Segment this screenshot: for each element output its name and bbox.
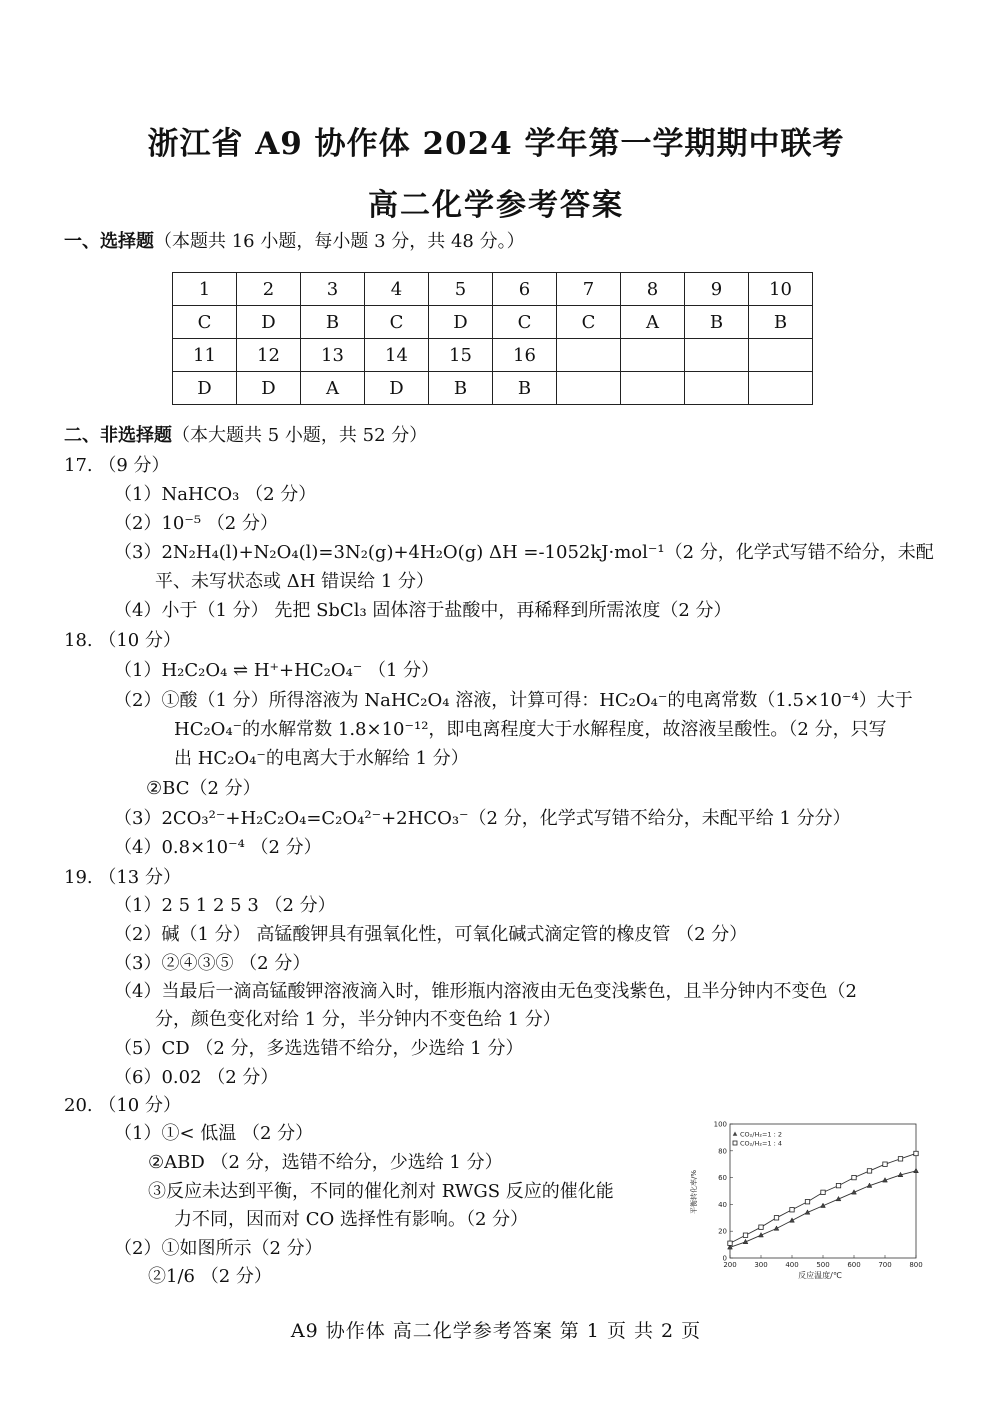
chart-x-tick-label: 600 (847, 1261, 861, 1269)
chart-legend-marker (733, 1141, 737, 1145)
q20-answer-1: （1）①< 低温 （2 分） (114, 1123, 314, 1144)
chart-point (914, 1168, 919, 1172)
table-cell: 3 (301, 273, 365, 306)
chart-y-axis-label: 平衡转化率/% (690, 1169, 698, 1215)
table-cell: D (237, 306, 301, 339)
table-cell: D (365, 372, 429, 405)
q19-answer-5: （5）CD （2 分，多选选错不给分，少选给 1 分） (114, 1038, 524, 1059)
table-cell: 2 (237, 273, 301, 306)
chart-x-tick-label: 300 (754, 1261, 768, 1269)
doc-title: 浙江省 A9 协作体 2024 学年第一学期期中联考 (147, 126, 845, 162)
table-cell (621, 372, 685, 405)
table-cell: A (301, 372, 365, 405)
table-cell: 8 (621, 273, 685, 306)
chart-x-tick-label: 400 (785, 1261, 799, 1269)
conversion-chart (684, 1112, 924, 1284)
table-row (173, 306, 813, 339)
q17-answer-3: （3）2N₂H₄(l)+N₂O₄(l)=3N₂(g)+4H₂O(g) ΔH =-1052kJ·mol⁻¹（2 分，化学式写错不给分，未配 (114, 542, 934, 563)
section1-label: 一、选择题 (64, 231, 154, 252)
q18-answer-1: （1）H₂C₂O₄ ⇌ H⁺+HC₂O₄⁻ （1 分） (114, 660, 440, 681)
q17-answer-2: （2）10⁻⁵ （2 分） (114, 513, 278, 534)
chart-y-tick-label: 20 (718, 1227, 727, 1236)
chart-point (867, 1169, 871, 1173)
chart-x-tick-label: 500 (816, 1261, 830, 1269)
q20-answer-1b: ②ABD （2 分，选错不给分，少选给 1 分） (148, 1152, 503, 1173)
q18-answer-4: （4）0.8×10⁻⁴ （2 分） (114, 837, 322, 858)
table-cell: C (173, 306, 237, 339)
chart-x-tick-label: 700 (878, 1261, 892, 1269)
table-cell (557, 339, 621, 372)
table-cell (557, 372, 621, 405)
chart-point (743, 1233, 747, 1237)
table-cell: 12 (237, 339, 301, 372)
table-cell: C (493, 306, 557, 339)
table-cell: C (365, 306, 429, 339)
q20-heading: 20. （10 分） (64, 1095, 181, 1116)
doc-subtitle: 高二化学参考答案 (368, 188, 624, 223)
table-cell (749, 339, 813, 372)
table-cell: B (429, 372, 493, 405)
q19-answer-4-cont: 分，颜色变化对给 1 分，半分钟内不变色给 1 分） (155, 1009, 561, 1030)
chart-y-tick-label: 100 (713, 1120, 727, 1129)
chart-point (821, 1190, 825, 1194)
chart-point (914, 1151, 918, 1155)
table-cell: 4 (365, 273, 429, 306)
chart-legend-label: CO₂/H₂=1 : 4 (740, 1139, 782, 1148)
chart-series-line (730, 1153, 916, 1243)
chart-legend-label: CO₂/H₂=1 : 2 (740, 1130, 782, 1139)
q19-answer-4: （4）当最后一滴高锰酸钾溶液滴入时，锥形瓶内溶液由无色变浅紫色，且半分钟内不变色（2 (114, 981, 857, 1002)
table-cell: 15 (429, 339, 493, 372)
q19-answer-2: （2）碱（1 分） 高锰酸钾具有强氧化性，可氧化碱式滴定管的橡皮管 （2 分） (114, 924, 748, 945)
table-cell: 1 (173, 273, 237, 306)
table-cell: 10 (749, 273, 813, 306)
chart-y-tick-label: 60 (718, 1174, 727, 1183)
chart-point (898, 1157, 902, 1161)
q20-answer-1c: ③反应未达到平衡，不同的催化剂对 RWGS 反应的催化能 (148, 1181, 614, 1202)
q20-answer-2b: ②1/6 （2 分） (148, 1266, 272, 1287)
q20-answer-1c-cont: 力不同，因而对 CO 选择性有影响。（2 分） (174, 1209, 529, 1230)
q18-answer-2b: ②BC（2 分） (146, 778, 261, 799)
page-footer: A9 协作体 高二化学参考答案 第 1 页 共 2 页 (290, 1320, 702, 1342)
table-cell: 16 (493, 339, 557, 372)
q17-answer-3-cont: 平、未写状态或 ΔH 错误给 1 分） (155, 571, 435, 592)
chart-point (805, 1200, 809, 1204)
chart-series-line (730, 1171, 916, 1247)
table-cell: 7 (557, 273, 621, 306)
table-cell: 13 (301, 339, 365, 372)
table-cell: B (301, 306, 365, 339)
chart-point (836, 1183, 840, 1187)
q19-answer-1: （1）2 5 1 2 5 3 （2 分） (114, 895, 336, 916)
table-cell (685, 372, 749, 405)
q17-heading: 17. （9 分） (64, 455, 170, 476)
q17-answer-4: （4）小于（1 分） 先把 SbCl₃ 固体溶于盐酸中，再稀释到所需浓度（2 分） (114, 600, 732, 621)
q18-answer-3: （3）2CO₃²⁻+H₂C₂O₄=C₂O₄²⁻+2HCO₃⁻（2 分，化学式写错不给分，未配平给 1 分分） (114, 808, 851, 829)
table-row (173, 273, 813, 306)
table-row (173, 372, 813, 405)
chart-legend-marker (733, 1132, 738, 1136)
table-cell: 9 (685, 273, 749, 306)
chart-point (883, 1162, 887, 1166)
table-cell: B (749, 306, 813, 339)
q17-answer-1: （1）NaHCO₃ （2 分） (114, 484, 317, 505)
q19-answer-3: （3）②④③⑤ （2 分） (114, 953, 311, 974)
table-cell (685, 339, 749, 372)
table-cell: 11 (173, 339, 237, 372)
chart-point (774, 1216, 778, 1220)
table-row (173, 339, 813, 372)
table-cell: 5 (429, 273, 493, 306)
chart-x-tick-label: 200 (723, 1261, 737, 1269)
table-cell: 14 (365, 339, 429, 372)
chart-y-tick-label: 80 (718, 1147, 727, 1156)
chart-x-tick-label: 800 (909, 1261, 923, 1269)
table-cell: C (557, 306, 621, 339)
q18-answer-2: （2）①酸（1 分）所得溶液为 NaHC₂O₄ 溶液，计算可得：HC₂O₄⁻的电离常数（1.5×10⁻⁴）大于 (114, 690, 913, 711)
section2-label: 二、非选择题 (64, 425, 172, 446)
q18-heading: 18. （10 分） (64, 630, 181, 651)
table-cell: D (429, 306, 493, 339)
section2-heading (64, 424, 427, 448)
table-cell: B (493, 372, 557, 405)
section1-note: （本题共 16 小题，每小题 3 分，共 48 分。） (154, 231, 525, 252)
chart-y-tick-label: 40 (718, 1200, 727, 1209)
table-cell: A (621, 306, 685, 339)
chart-y-tick-label: 0 (722, 1254, 727, 1263)
q18-answer-2-cont: HC₂O₄⁻的水解常数 1.8×10⁻¹²，即电离程度大于水解程度，故溶液呈酸性。（2 分，只写 (174, 719, 887, 740)
table-cell: D (237, 372, 301, 405)
q18-answer-2-cont: 出 HC₂O₄⁻的电离大于水解给 1 分） (174, 748, 469, 769)
table-cell: D (173, 372, 237, 405)
chart-point (790, 1208, 794, 1212)
q19-heading: 19. （13 分） (64, 867, 181, 888)
chart-point (728, 1241, 732, 1245)
answer-table (172, 272, 813, 405)
table-cell (621, 339, 685, 372)
chart-x-axis-label: 反应温度/℃ (798, 1271, 842, 1280)
table-cell: B (685, 306, 749, 339)
section1-heading (64, 230, 525, 254)
chart-point (852, 1175, 856, 1179)
q19-answer-6: （6）0.02 （2 分） (114, 1067, 279, 1088)
q20-answer-2: （2）①如图所示（2 分） (114, 1238, 323, 1259)
section2-note: （本大题共 5 小题，共 52 分） (172, 425, 428, 446)
table-cell: 6 (493, 273, 557, 306)
chart-point (759, 1225, 763, 1229)
table-cell (749, 372, 813, 405)
